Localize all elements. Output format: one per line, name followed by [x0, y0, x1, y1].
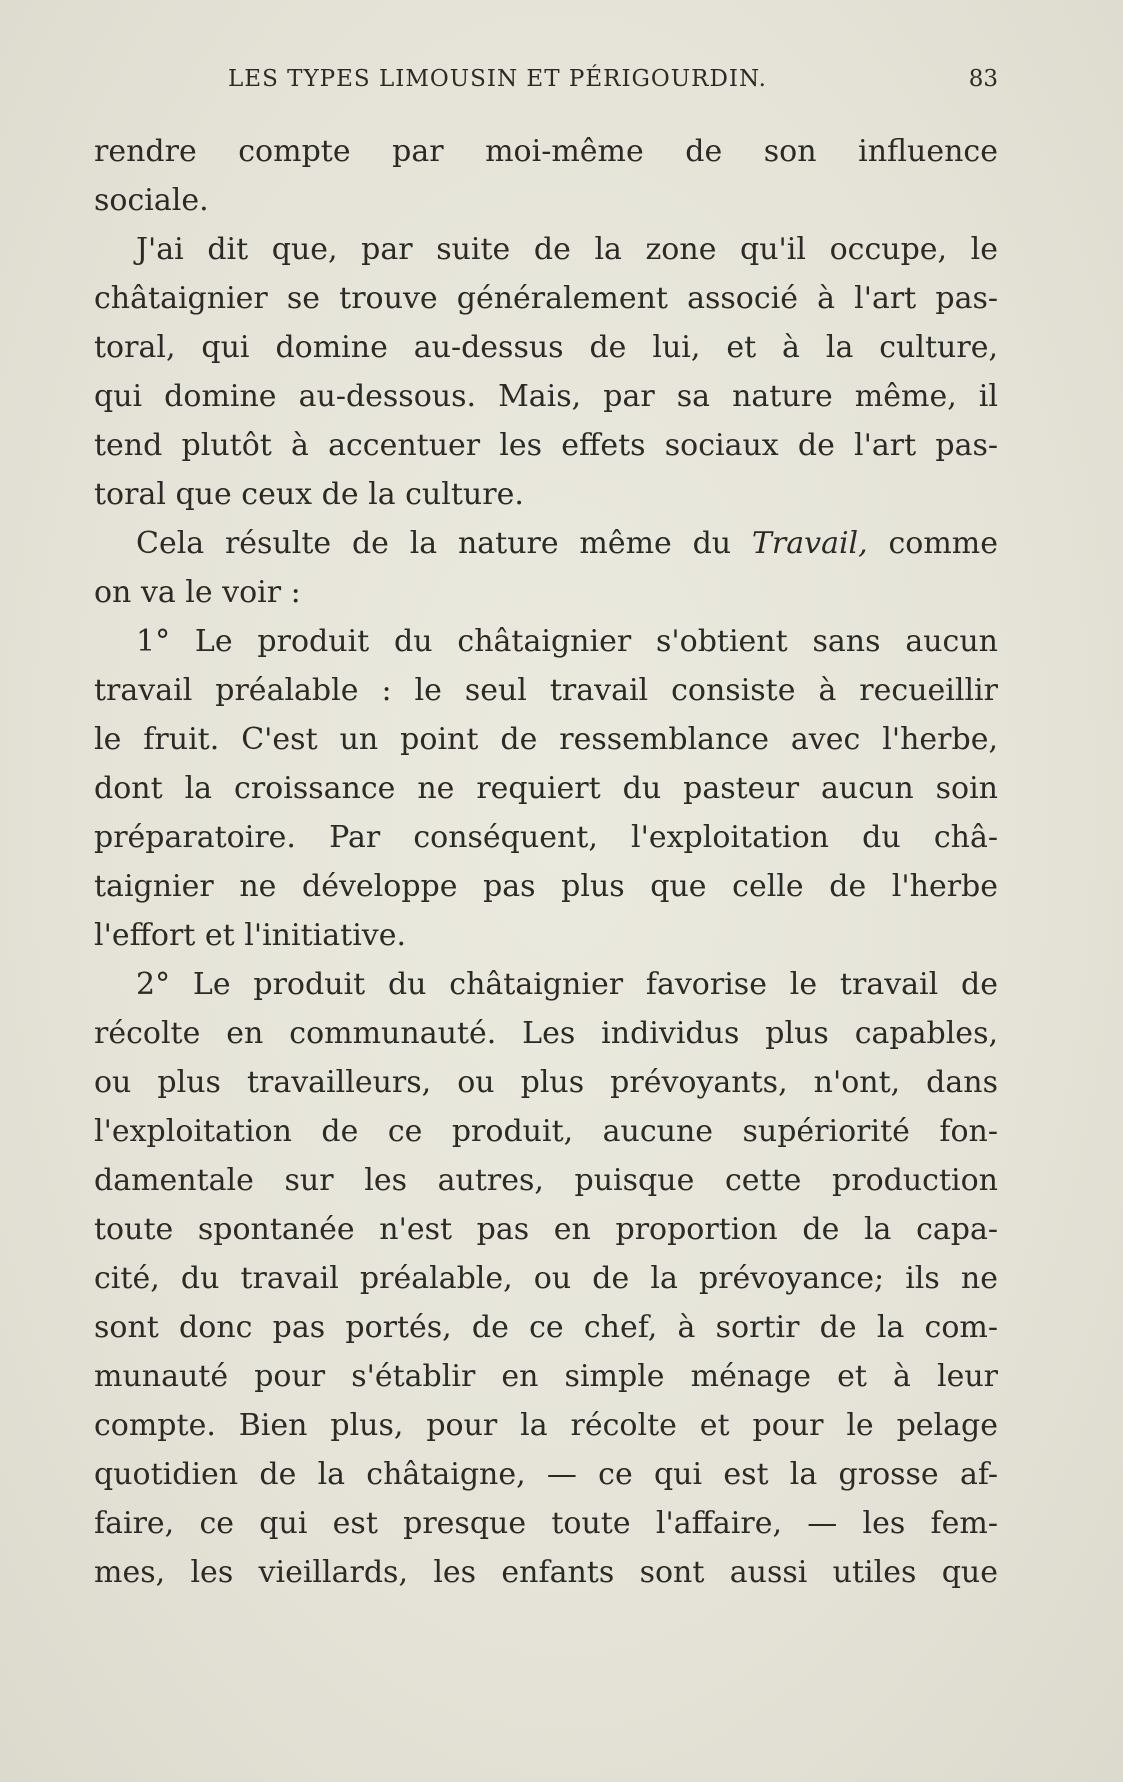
text-line: ou plus travailleurs, ou plus prévoyants, n'ont, dans	[94, 1065, 998, 1100]
text-line: cité, du travail préalable, ou de la prévoyance; ils ne	[94, 1261, 998, 1296]
text-segment: comme	[888, 526, 998, 561]
text-line: toute spontanée n'est pas en proportion de la capa-	[94, 1212, 998, 1247]
text-line: sont donc pas portés, de ce chef, à sortir de la com-	[94, 1310, 998, 1345]
text-line: toral que ceux de la culture.	[94, 477, 524, 512]
text-line: le fruit. C'est un point de ressemblance avec l'herbe,	[94, 722, 998, 757]
running-title: LES TYPES LIMOUSIN ET PÉRIGOURDIN.	[228, 66, 767, 92]
text-line: 1° Le produit du châtaignier s'obtient sans aucun	[136, 624, 998, 659]
text-line: faire, ce qui est presque toute l'affaire, — les fem-	[94, 1506, 998, 1541]
text-line: rendre compte par moi-même de son influence	[94, 134, 998, 169]
text-line: l'effort et l'initiative.	[94, 918, 407, 953]
text-line: taignier ne développe pas plus que celle de l'herbe	[94, 869, 998, 904]
text-line: compte. Bien plus, pour la récolte et pour le pelage	[94, 1408, 998, 1443]
text-line: tend plutôt à accentuer les effets sociaux de l'art pas-	[94, 428, 998, 463]
text-line: quotidien de la châtaigne, — ce qui est la grosse af-	[94, 1457, 998, 1492]
body-text	[94, 127, 998, 1597]
text-line: récolte en communauté. Les individus plus capables,	[94, 1016, 998, 1051]
text-line: J'ai dit que, par suite de la zone qu'il occupe, le	[136, 232, 998, 267]
text-line: travail préalable : le seul travail consiste à recueillir	[94, 673, 998, 708]
text-line: on va le voir :	[94, 575, 301, 610]
text-line: damentale sur les autres, puisque cette production	[94, 1163, 998, 1198]
text-line: dont la croissance ne requiert du pasteur aucun soin	[94, 771, 998, 806]
text-line: 2° Le produit du châtaignier favorise le travail de	[136, 967, 998, 1002]
text-line: toral, qui domine au-dessus de lui, et à la culture,	[94, 330, 998, 365]
text-line: munauté pour s'établir en simple ménage et à leur	[94, 1359, 998, 1394]
text-line: l'exploitation de ce produit, aucune supériorité fon-	[94, 1114, 998, 1149]
text-line: mes, les vieillards, les enfants sont aussi utiles que	[94, 1555, 998, 1590]
text-segment: Cela résulte de la nature même du	[136, 526, 732, 561]
text-line: qui domine au-dessous. Mais, par sa nature même, il	[94, 379, 998, 414]
text-line: châtaignier se trouve généralement associé à l'art pas-	[94, 281, 998, 316]
italic-word: Travail,	[751, 526, 868, 561]
text-line-with-italic	[94, 519, 998, 568]
running-head	[94, 66, 998, 100]
text-line: préparatoire. Par conséquent, l'exploitation du châ-	[94, 820, 998, 855]
page-number: 83	[968, 66, 998, 92]
text-line: sociale.	[94, 183, 209, 218]
